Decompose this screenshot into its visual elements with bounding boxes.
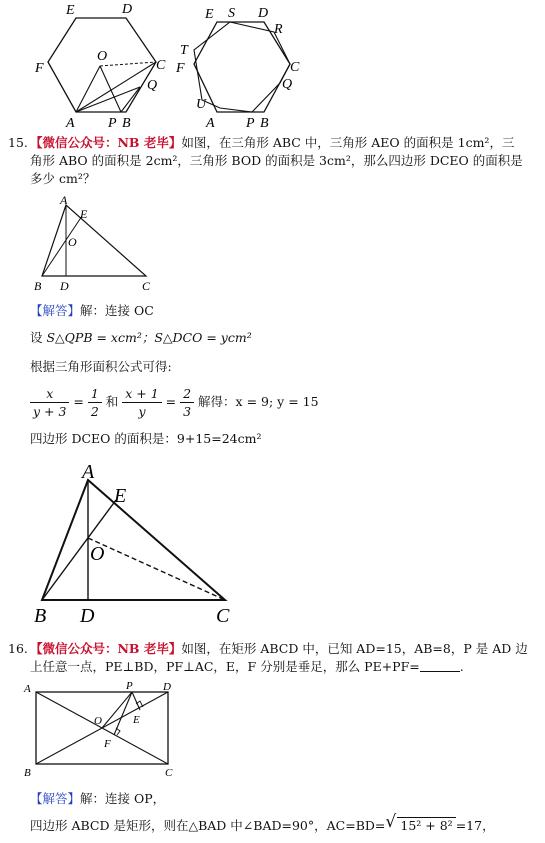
label-O: O bbox=[68, 235, 77, 249]
q15-text-1: 如图，在三角形 ABC 中，三角形 AEO 的面积是 1cm²，三 bbox=[181, 135, 515, 150]
q15-result: 四边形 DCEO 的面积是：9+15=24cm² bbox=[30, 431, 262, 446]
label-A: A bbox=[24, 683, 31, 695]
label-E: E bbox=[205, 7, 214, 22]
q15-equation-line bbox=[30, 383, 319, 421]
label-A: A bbox=[66, 116, 75, 130]
label-C: C bbox=[290, 60, 300, 75]
label-A: A bbox=[60, 193, 68, 207]
q16-last-text: 四边形 ABCD 是矩形，则在△BAD 中∠BAD=90°，AC=BD= bbox=[30, 818, 386, 833]
label-Q: Q bbox=[282, 77, 293, 92]
label-A: A bbox=[206, 116, 215, 130]
equals-sign: = bbox=[161, 394, 181, 409]
q15-area-symbol-1: S△QPB bbox=[46, 330, 93, 345]
q15-area-symbol-2: S△DCO bbox=[154, 330, 203, 345]
q15-number: 15. bbox=[8, 135, 28, 150]
label-D: D bbox=[258, 6, 269, 21]
hexagon-figure-left bbox=[28, 0, 178, 130]
equals-sign: = bbox=[69, 394, 88, 409]
label-D: D bbox=[80, 605, 95, 626]
label-D: D bbox=[60, 279, 69, 292]
label-C: C bbox=[216, 605, 230, 626]
q16-answer-tag: 【解答】 bbox=[30, 791, 81, 806]
q16-last-text-end: =17， bbox=[455, 818, 495, 833]
sqrt-expression: √ 15² + 8² bbox=[385, 815, 455, 836]
label-P: P bbox=[108, 116, 117, 130]
label-C: C bbox=[165, 767, 173, 779]
fraction-two-thirds: $\frac{2}{3}$ bbox=[180, 385, 194, 420]
label-O: O bbox=[90, 543, 105, 565]
label-Q: Q bbox=[147, 78, 158, 93]
label-C: C bbox=[142, 279, 151, 292]
q16-source-tag: 【微信公众号：NB 老毕】 bbox=[30, 641, 182, 656]
label-D: D bbox=[122, 2, 133, 17]
label-B: B bbox=[122, 116, 131, 130]
q15-area-value-1: = xcm²； bbox=[92, 330, 155, 345]
q15-line2: 角形 ABO 的面积是 2cm²，三角形 BOD 的面积是 3cm²，那么四边形 DCEO 的面积是 bbox=[30, 153, 523, 168]
label-O: O bbox=[97, 49, 108, 64]
q16-number: 16. bbox=[8, 641, 28, 656]
label-F: F bbox=[35, 61, 44, 76]
label-S: S bbox=[228, 6, 235, 21]
solution-text: 解得：x = 9; y = 15 bbox=[194, 394, 319, 409]
q15-large-triangle-figure bbox=[30, 456, 240, 626]
q15-set-line bbox=[30, 327, 252, 348]
label-E: E bbox=[66, 3, 75, 18]
q15-formula-intro: 根据三角形面积公式可得: bbox=[30, 359, 172, 374]
q15-set-prefix: 设 bbox=[30, 330, 47, 345]
hexagon-figure-right bbox=[172, 0, 312, 130]
label-F: F bbox=[176, 61, 185, 76]
label-B: B bbox=[34, 605, 47, 626]
q16-answer-text: 解：连接 OP， bbox=[80, 791, 166, 806]
label-P: P bbox=[246, 116, 255, 130]
label-B: B bbox=[260, 116, 269, 130]
answer-blank bbox=[420, 659, 460, 672]
q15-source-tag: 【微信公众号：NB 老毕】 bbox=[30, 135, 182, 150]
q16-line2 bbox=[30, 656, 464, 677]
q15-answer-text: 解：连接 OC bbox=[80, 303, 154, 318]
label-D: D bbox=[163, 681, 171, 693]
label-B: B bbox=[24, 767, 31, 779]
q16-answer-line bbox=[30, 788, 165, 809]
label-E: E bbox=[114, 485, 127, 507]
label-E: E bbox=[80, 207, 88, 221]
fraction-x-plus-1-over-y: $\frac{x + 1}{y}$ bbox=[122, 385, 161, 420]
label-P: P bbox=[126, 680, 133, 692]
label-U: U bbox=[196, 97, 207, 112]
q16-text-2: 上任意一点，PE⊥BD，PF⊥AC，E，F 分别是垂足，那么 PE+PF= bbox=[30, 659, 420, 674]
label-C: C bbox=[156, 58, 166, 73]
q16-text-2-end: . bbox=[459, 659, 464, 674]
label-B: B bbox=[34, 279, 42, 292]
q15-line3: 多少 cm²？ bbox=[30, 171, 96, 186]
q15-answer-line bbox=[30, 300, 154, 321]
fraction-one-half: $\frac{1}{2}$ bbox=[88, 385, 102, 420]
q15-area-value-2: = ycm² bbox=[202, 330, 252, 345]
label-E: E bbox=[133, 714, 140, 726]
q16-text-1: 如图，在矩形 ABCD 中，已知 AD=15，AB=8，P 是 AD 边 bbox=[181, 641, 528, 656]
label-F: F bbox=[104, 738, 111, 750]
label-T: T bbox=[180, 43, 188, 58]
q15-answer-tag: 【解答】 bbox=[30, 303, 81, 318]
label-A: A bbox=[82, 461, 95, 483]
fraction-x-over-y-plus-3: $\frac{x}{y + 3}$ bbox=[30, 385, 69, 420]
q16-last-line bbox=[30, 812, 495, 836]
q15-small-triangle-figure bbox=[30, 192, 160, 292]
label-O: O bbox=[94, 715, 102, 727]
q16-rectangle-figure bbox=[22, 680, 192, 780]
label-R: R bbox=[274, 22, 283, 37]
and-word: 和 bbox=[101, 394, 123, 409]
